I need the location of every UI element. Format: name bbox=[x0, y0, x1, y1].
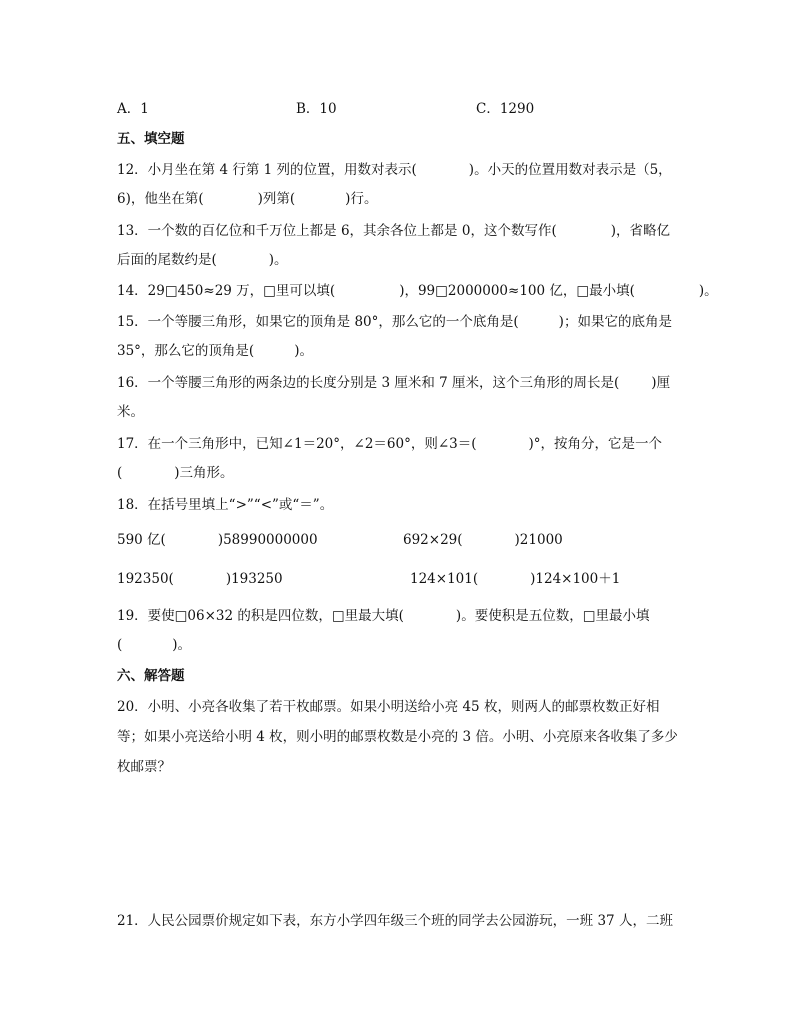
q12-text-b: )。小天的位置用数对表示是（5， bbox=[468, 162, 672, 178]
question-12-line-2 bbox=[117, 189, 377, 209]
question-20-line-2: 等；如果小亮送给小明 4 枚，则小明的邮票枚数是小亮的 3 倍。小明、小亮原来各收集了多少 bbox=[117, 729, 678, 745]
question-20-line-3: 枚邮票？ bbox=[117, 759, 171, 775]
q15-text-c: 35°，那么它的顶角是( bbox=[117, 343, 255, 359]
section-five-title: 五、填空题 bbox=[117, 131, 185, 147]
question-14 bbox=[117, 281, 718, 301]
q18-item-4 bbox=[410, 569, 620, 589]
q18-item-3 bbox=[117, 569, 283, 589]
q15-text-a: 15．一个等腰三角形，如果它的顶角是 80°，那么它的一个底角是( bbox=[117, 314, 519, 330]
question-13-line-1 bbox=[117, 221, 670, 241]
question-12-line-1 bbox=[117, 160, 672, 180]
q18-item-4-left: 124×101( bbox=[410, 571, 479, 587]
q16-text-b: )厘 bbox=[651, 375, 671, 391]
question-16-line-2: 米。 bbox=[117, 404, 144, 420]
option-b: B．10 bbox=[296, 101, 337, 117]
q19-text-b: )。要使积是五位数，□里最小填 bbox=[455, 608, 650, 624]
q17-text-c: ( bbox=[117, 465, 123, 481]
q19-text-c: ( bbox=[117, 637, 123, 653]
q19-text-d: )。 bbox=[172, 637, 192, 653]
question-17-line-1 bbox=[117, 434, 662, 454]
q12-text-e: )行。 bbox=[345, 191, 378, 207]
q13-text-b: )，省略亿 bbox=[610, 223, 670, 239]
q18-item-1 bbox=[117, 530, 318, 550]
q14-text-b: )，99□2000000≈100 亿，□最小填( bbox=[399, 283, 635, 299]
question-15-line-1 bbox=[117, 312, 672, 332]
q13-text-d: )。 bbox=[268, 252, 288, 268]
q12-text-a: 12．小月坐在第 4 行第 1 列的位置，用数对表示( bbox=[117, 162, 417, 178]
q16-text-a: 16．一个等腰三角形的两条边的长度分别是 3 厘米和 7 厘米，这个三角形的周长是( bbox=[117, 375, 620, 391]
question-18-text: 18．在括号里填上“>”“<”或“＝”。 bbox=[117, 497, 334, 513]
question-16-line-1 bbox=[117, 373, 670, 393]
question-21-line-1: 21．人民公园票价规定如下表，东方小学四年级三个班的同学去公园游玩，一班 37 人，二班 bbox=[117, 913, 673, 929]
q17-text-b: )°，按角分，它是一个 bbox=[528, 436, 663, 452]
q13-text-a: 13．一个数的百亿位和千万位上都是 6，其余各位上都是 0，这个数写作( bbox=[117, 223, 557, 239]
q12-text-d: )列第( bbox=[257, 191, 296, 207]
question-15-line-2 bbox=[117, 341, 313, 361]
section-six-title: 六、解答题 bbox=[117, 668, 185, 684]
question-13-line-2 bbox=[117, 250, 288, 270]
question-17-line-2 bbox=[117, 463, 234, 483]
q18-item-2-right: )21000 bbox=[514, 532, 563, 548]
q18-item-1-left: 590 亿( bbox=[117, 532, 166, 548]
question-19-line-1 bbox=[117, 606, 649, 626]
q14-text-a: 14．29□450≈29 万，□里可以填( bbox=[117, 283, 336, 299]
q18-item-3-right: )193250 bbox=[225, 571, 283, 587]
question-20-line-1: 20．小明、小亮各收集了若干枚邮票。如果小明送给小亮 45 枚，则两人的邮票枚数正好相 bbox=[117, 699, 660, 715]
q12-text-c: 6)，他坐在第( bbox=[117, 191, 204, 207]
q19-text-a: 19．要使□06×32 的积是四位数，□里最大填( bbox=[117, 608, 404, 624]
q13-text-c: 后面的尾数约是( bbox=[117, 252, 217, 268]
q18-item-2 bbox=[403, 530, 563, 550]
question-19-line-2 bbox=[117, 635, 191, 655]
option-a: A．1 bbox=[117, 101, 149, 117]
option-c: C．1290 bbox=[476, 101, 535, 117]
q17-text-d: )三角形。 bbox=[174, 465, 234, 481]
q17-text-a: 17．在一个三角形中，已知∠1＝20°，∠2＝60°，则∠3＝( bbox=[117, 436, 477, 452]
q18-item-4-right: )124×100＋1 bbox=[530, 571, 621, 587]
q15-text-b: )；如果它的底角是 bbox=[558, 314, 672, 330]
q14-text-c: )。 bbox=[698, 283, 718, 299]
q18-item-3-left: 192350( bbox=[117, 571, 174, 587]
q18-item-2-left: 692×29( bbox=[403, 532, 463, 548]
q18-item-1-right: )58990000000 bbox=[217, 532, 318, 548]
q15-text-d: )。 bbox=[294, 343, 313, 359]
